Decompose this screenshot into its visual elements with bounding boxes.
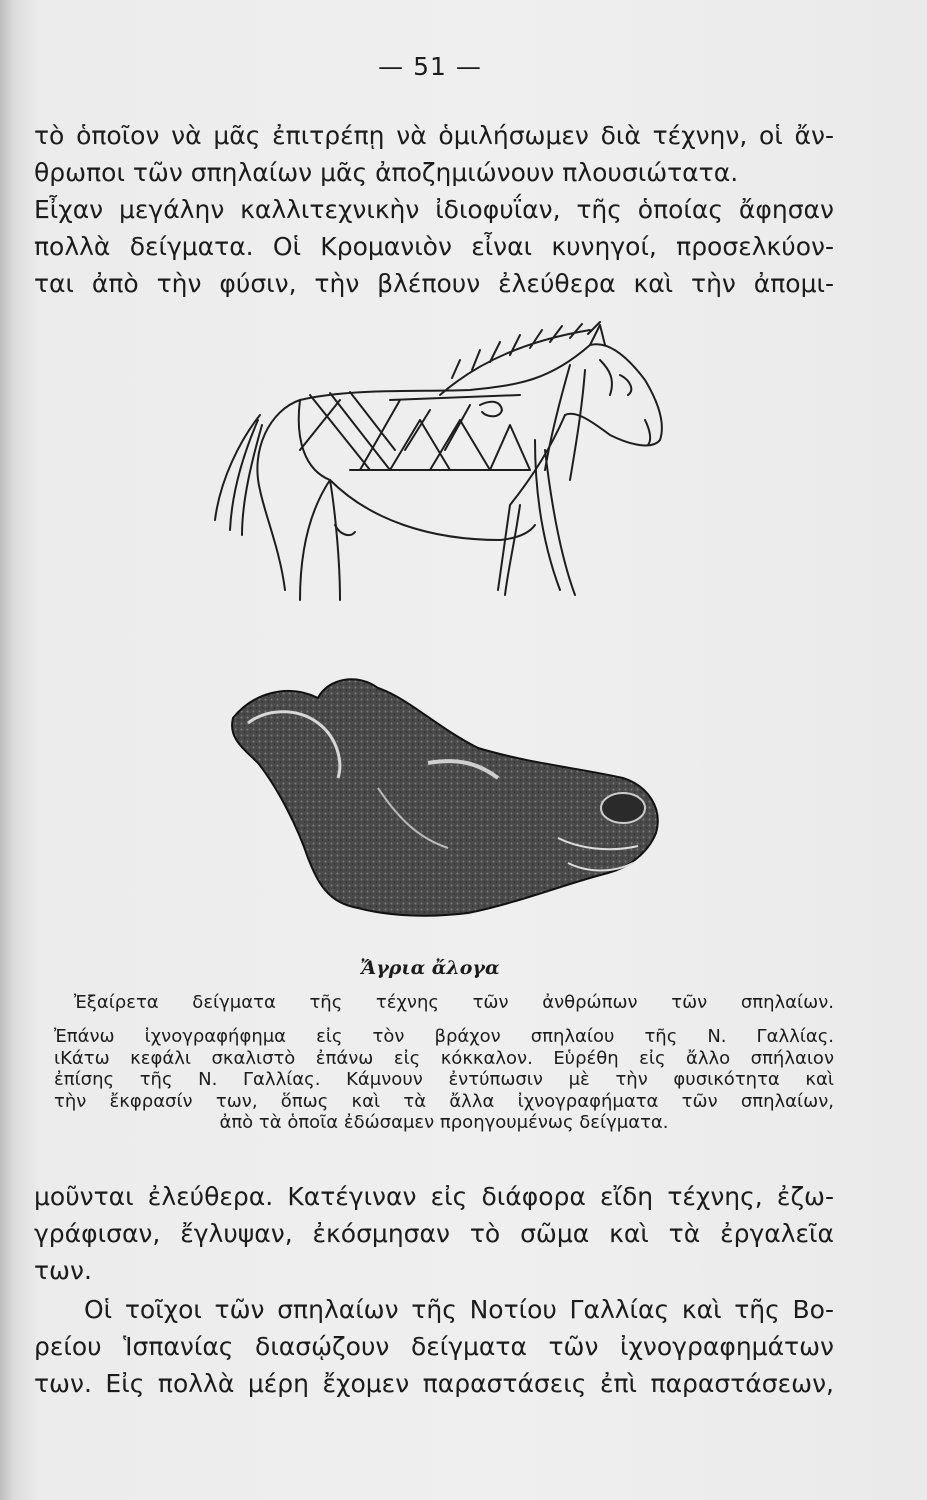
text-line: γράφισαν, ἔγλυψαν, ἐκόσμησαν τὸ σῶμα καὶ τὰ ἐργαλεῖα	[34, 1219, 834, 1248]
text-line: Εἶχαν μεγάλην καλλιτεχνικὴν ἰδιοφυΐαν, τῆς ὁποίας ἄφησαν	[34, 195, 834, 224]
horse-engraving-drawing	[190, 300, 680, 620]
caption-line: ἐπίσης τῆς Ν. Γαλλίας. Κάμνουν ἐντύπωσιν μὲ τὴν φυσικότητα καὶ	[54, 1069, 834, 1090]
text-line: των. Εἰς πολλὰ μέρη ἔχομεν παραστάσεις ἐπὶ παραστάσεων,	[34, 1369, 834, 1398]
caption-line: ιΚάτω κεφάλι σκαλιστὸ ἐπάνω εἰς κόκκαλον. Εὑρέθη εἰς ἄλλο σπήλαιον	[54, 1047, 834, 1069]
figure-caption-title: Ἄγρια ἄλογα	[360, 957, 500, 979]
paragraph-middle	[34, 1178, 834, 1289]
paragraph-bottom	[34, 1291, 834, 1402]
text-line: πολλὰ δείγματα. Οἱ Κρομανιὸν εἶναι κυνηγοί, προσελκύον-	[34, 232, 834, 261]
caption-line: τὴν ἔκφρασίν των, ὅπως καὶ τὰ ἄλλα ἰχνογραφήματα τῶν σπηλαίων,	[54, 1090, 834, 1112]
text-line: Οἱ τοῖχοι τῶν σπηλαίων τῆς Νοτίου Γαλλίας καὶ τῆς Βο-	[84, 1295, 834, 1324]
text-line: μοῦνται ἐλεύθερα. Κατέγιναν εἰς διάφορα εἴδη τέχνης, ἐζω-	[34, 1182, 834, 1211]
carved-horse-head-photo	[228, 668, 668, 928]
text-line: ται ἀπὸ τὴν φύσιν, τὴν βλέπουν ἐλεύθερα καὶ τὴν ἀπομι-	[34, 269, 834, 298]
caption-line: ἀπὸ τὰ ὁποῖα ἐδώσαμεν προηγουμένως δείγματα.	[219, 1112, 669, 1133]
paragraph-top	[34, 117, 834, 302]
caption-line: Ἐπάνω ἰχνογραφήφημα εἰς τὸν βράχον σπηλαίου τῆς Ν. Γαλλίας.	[54, 1026, 834, 1047]
page-number: — 51 —	[378, 52, 482, 81]
caption-line: Ἐξαίρετα δείγματα τῆς τέχνης τῶν ἀνθρώπων τῶν σπηλαίων.	[74, 992, 834, 1013]
text-line: ρείου Ἱσπανίας διασῴζουν δείγματα τῶν ἰχνογραφημάτων	[34, 1332, 834, 1361]
text-line: τὸ ὁποῖον νὰ μᾶς ἐπιτρέπῃ νὰ ὁμιλήσωμεν διὰ τέχνην, οἱ ἄν-	[34, 121, 834, 150]
text-line: θρωποι τῶν σπηλαίων μᾶς ἀποζημιώνουν πλουσιώτατα.	[34, 158, 739, 187]
figure-caption-subtitle	[74, 992, 834, 1014]
figure-caption-body	[54, 1026, 834, 1134]
text-line: των.	[34, 1256, 92, 1285]
